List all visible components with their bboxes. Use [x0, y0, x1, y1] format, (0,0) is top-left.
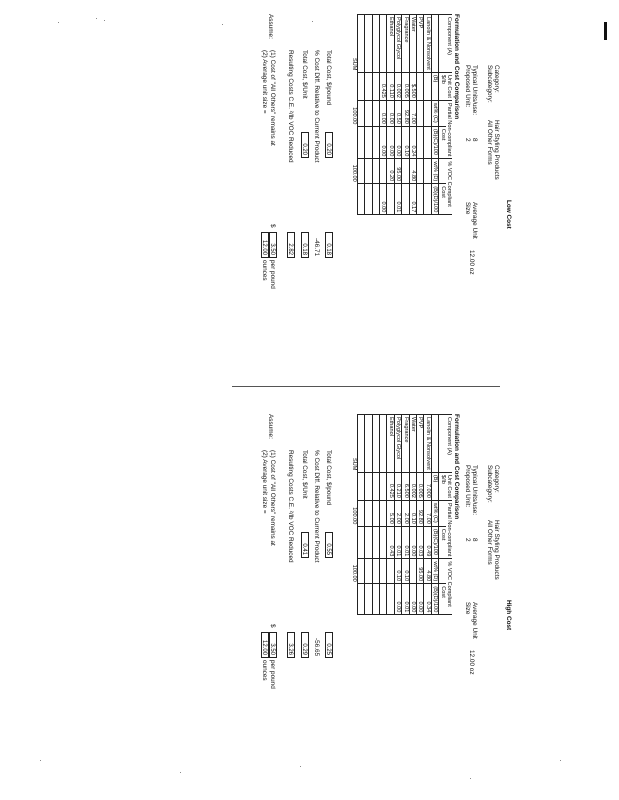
table-row: Ethanol 0.425 5.00 0.43	[387, 415, 394, 615]
assume1-box: 3.50	[269, 232, 277, 258]
assume1-dollar: $	[269, 624, 276, 628]
size-value: 12.00 oz	[468, 650, 475, 675]
table-row: Ethanol 0.110 0.00 0.00 0.20	[387, 15, 394, 215]
col-wt-d: wt% (D)	[431, 559, 438, 584]
col-formula-bc: (B)(C)/100	[431, 126, 438, 159]
col-cost: Cost	[439, 126, 446, 159]
scan-speck	[180, 772, 181, 773]
col-wt-c: wt% (C)	[431, 500, 438, 526]
total-cost-c-box: 0.20	[325, 132, 333, 158]
scan-speck	[470, 778, 471, 779]
pct-diff-value: -46.71	[313, 238, 320, 257]
col-partial: Partial Non-compliant	[446, 500, 452, 558]
high-cost-panel	[261, 410, 520, 770]
formulation-table	[351, 14, 452, 215]
average-unit-label: Average Unit	[471, 202, 478, 239]
resulting-label: Resulting Costs C.E. ²/lb VOC Reduced	[287, 50, 294, 163]
low-cost-panel	[261, 10, 520, 370]
sum-label: SUM	[350, 457, 357, 471]
sum-row	[351, 415, 358, 615]
assume2-box: 12.00	[261, 232, 269, 258]
total-cost-d-box: 0.18	[325, 232, 333, 258]
scan-speck	[96, 18, 97, 19]
subcategory-value: All Other Forms	[486, 120, 493, 165]
col-voc: % VOC Compliant	[446, 159, 452, 215]
table-row: Fragrance 6.500 2.00 0.01 0.10 0.01	[402, 415, 409, 615]
proposed-unit-value: 2	[464, 138, 471, 142]
scan-speck	[58, 22, 59, 23]
resulting-label: Resulting Costs C.E. ²/lb VOC Reduced	[287, 450, 294, 563]
formulation-heading: Formulation and Cost Comparison	[453, 414, 460, 520]
subcategory-label: Subcategory:	[486, 465, 493, 503]
col-unit-cost: Unit Cost	[446, 72, 452, 100]
page-edge-mark	[604, 22, 607, 40]
typical-units-value: 8	[471, 538, 478, 542]
table-row: Water 0.002 0.10 0.00 0.00	[409, 415, 416, 615]
typical-units-label: Typical Units/use:	[471, 465, 478, 516]
category-label: Category:	[493, 65, 500, 93]
sum-d: 100.00	[350, 164, 357, 182]
scan-speck	[104, 20, 105, 21]
col-formula-bd: (B)(D)/100	[431, 184, 438, 215]
scan-speck	[560, 760, 561, 761]
pct-diff-label: % Cost Diff. Relative to Current Product	[313, 50, 320, 163]
col-voc: % VOC Compliant	[446, 559, 452, 615]
assume1-box: 3.50	[269, 632, 277, 658]
panel-title: Low Cost	[505, 200, 512, 229]
total-unit-d-box: 0.29	[301, 632, 309, 658]
table-row: PVP	[417, 15, 424, 215]
typical-units-value: 8	[471, 138, 478, 142]
col-cost: Cost	[439, 526, 446, 559]
col-unit-cost: Unit Cost	[446, 472, 452, 500]
assume2-text: (2) Average unit size =	[261, 450, 268, 514]
table-row: PVP 0.005 92.80 0.03 95.00 0.00	[417, 415, 424, 615]
pct-diff-label: % Cost Diff. Relative to Current Product	[313, 450, 320, 563]
col-formula-bd: (B)(D)/100	[431, 584, 438, 615]
col-component: Component (A)	[446, 15, 452, 73]
assume2-box: 12.00	[261, 632, 269, 658]
proposed-unit-label: Proposed Unit:	[464, 465, 471, 508]
table-row: 0.425 0.00 0.00 0.00	[380, 15, 387, 215]
col-b: (B)	[431, 472, 438, 500]
assume-label: Assume:	[267, 414, 274, 439]
col-slb: $/lb	[439, 472, 446, 500]
resulting-box: 3.26	[287, 632, 295, 658]
sum-row	[351, 15, 358, 215]
total-unit-d-box: 0.18	[301, 232, 309, 258]
sum-c: 100.00	[350, 507, 357, 525]
total-unit-c-box: 0.41	[301, 532, 309, 558]
formulation-table	[351, 414, 452, 615]
scan-speck	[40, 760, 41, 761]
total-cost-c-box: 0.55	[325, 532, 333, 558]
panel-title: High Cost	[505, 600, 512, 631]
col-cost: Cost	[439, 184, 446, 215]
total-cost-label: Total Cost, $/pound	[325, 50, 332, 106]
sum-d: 100.00	[350, 564, 357, 582]
subcategory-label: Subcategory:	[486, 65, 493, 103]
total-cost-d-box: 0.25	[325, 632, 333, 658]
table-row: Water $.500 7.00 0.24 4.80 0.17	[409, 15, 416, 215]
subcategory-value: All Other Forms	[486, 520, 493, 565]
total-cost-label: Total Cost, $/pound	[325, 450, 332, 506]
assume2-text: (2) Average unit size =	[261, 50, 268, 114]
per-pound-label: per pound	[269, 260, 276, 289]
table-row: Polyglycol Glycol 0.210 2.00 0.01 0.10 0.00	[394, 415, 401, 615]
col-slb: $/lb	[439, 72, 446, 100]
total-unit-c-box: 0.20	[301, 132, 309, 158]
category-value: Hair Styling Products	[493, 120, 500, 180]
table-row: Lanolin & Nonsolvent 7.000 7.00 0.49 4.80 0.34	[424, 415, 431, 615]
total-unit-label: Total Cost, $/Unit	[301, 50, 308, 99]
size-label: Size	[464, 602, 471, 615]
ounces-label: ounces	[261, 660, 268, 681]
table-row: Polyglycol Glycol 0.002 0.50 0.00 95.00 0.01	[394, 15, 401, 215]
col-b: (B)	[431, 72, 438, 100]
sum-label: SUM	[350, 57, 357, 71]
sum-c: 100.00	[350, 107, 357, 125]
scan-speck	[300, 766, 301, 767]
per-pound-label: per pound	[269, 660, 276, 689]
resulting-box: 2.82	[287, 232, 295, 258]
total-unit-label: Total Cost, $/Unit	[301, 450, 308, 499]
col-formula-bc: (B)(C)/100	[431, 526, 438, 559]
typical-units-label: Typical Units/use:	[471, 65, 478, 116]
assume-label: Assume:	[267, 14, 274, 39]
col-component: Component (A)	[446, 415, 452, 473]
size-value: 12.00 oz	[468, 250, 475, 275]
assume1-text: (1) Cost of "All Others" remains at	[269, 450, 276, 546]
category-value: Hair Styling Products	[493, 520, 500, 580]
col-cost: Cost	[439, 584, 446, 615]
formulation-heading: Formulation and Cost Comparison	[453, 14, 460, 120]
scan-speck	[222, 24, 223, 25]
col-wt-d: wt% (D)	[431, 159, 438, 184]
category-label: Category:	[493, 465, 500, 493]
table-row: Fragrance 0.005 92.80 0.10	[402, 15, 409, 215]
proposed-unit-label: Proposed Unit:	[464, 65, 471, 108]
assume1-text: (1) Cost of "All Others" remains at	[269, 50, 276, 146]
ounces-label: ounces	[261, 260, 268, 281]
assume1-dollar: $	[269, 224, 276, 228]
average-unit-label: Average Unit	[471, 602, 478, 639]
table-row: Lanolin & Nonsolvent	[424, 15, 431, 215]
size-label: Size	[464, 202, 471, 215]
col-wt-c: wt% (C)	[431, 100, 438, 126]
proposed-unit-value: 2	[464, 538, 471, 542]
pct-diff-value: -56.65	[313, 638, 320, 657]
section-divider	[232, 386, 500, 387]
col-partial: Partial Non-compliant	[446, 100, 452, 158]
scan-speck	[312, 21, 313, 22]
